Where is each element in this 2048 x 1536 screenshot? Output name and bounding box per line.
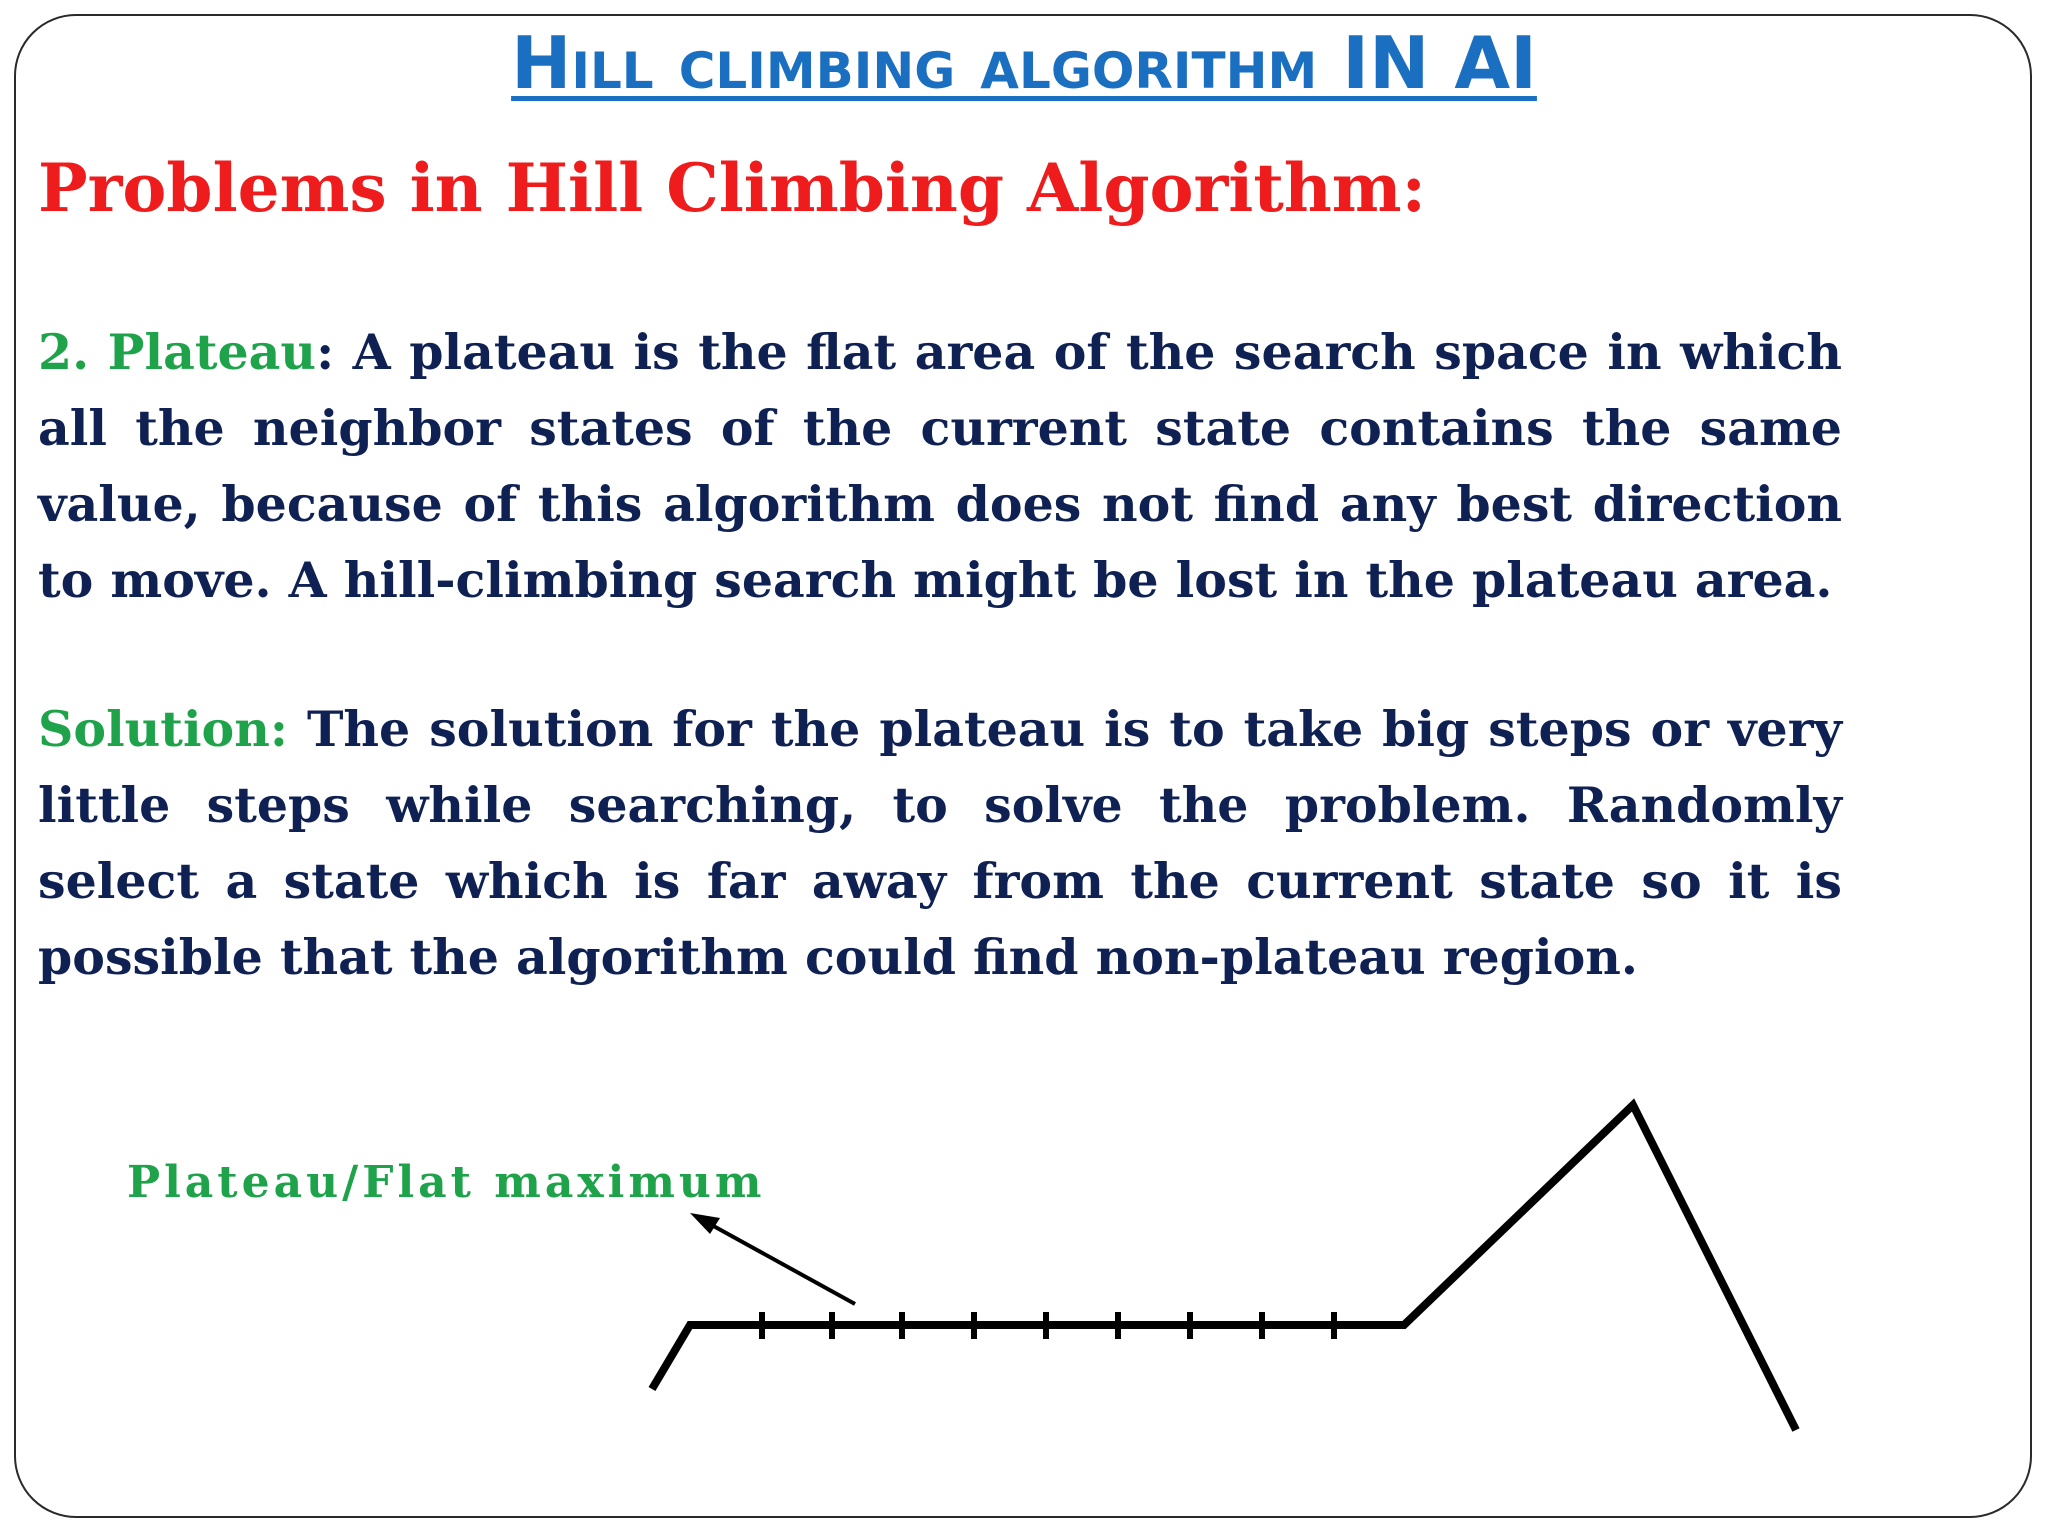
plateau-diagram-label: Plateau/Flat maximum xyxy=(127,1157,766,1208)
solution-label: Solution: xyxy=(38,700,288,758)
section-heading: Problems in Hill Climbing Algorithm: xyxy=(38,149,1426,227)
landscape-curve xyxy=(652,1105,1796,1430)
pointer-arrow-head xyxy=(690,1213,720,1234)
plateau-colon: : xyxy=(316,323,335,381)
plateau-label: 2. Plateau xyxy=(38,323,317,381)
slide-title: Hill climbing algorithm IN AI xyxy=(511,21,1537,105)
plateau-text: A plateau is the flat area of the search space in which all the neighbor states of the current state contains the same value, because of this algorithm does not find any best direction to move. A hill-climbing search might be lost in the plateau area. xyxy=(38,323,1842,609)
pointer-arrow-line xyxy=(708,1223,855,1304)
solution-text: The solution for the plateau is to take big steps or very little steps while searching, to solve the problem. Randomly select a state which is far away from the current state so it is possible that the algorithm could find non-plateau region. xyxy=(38,700,1842,986)
